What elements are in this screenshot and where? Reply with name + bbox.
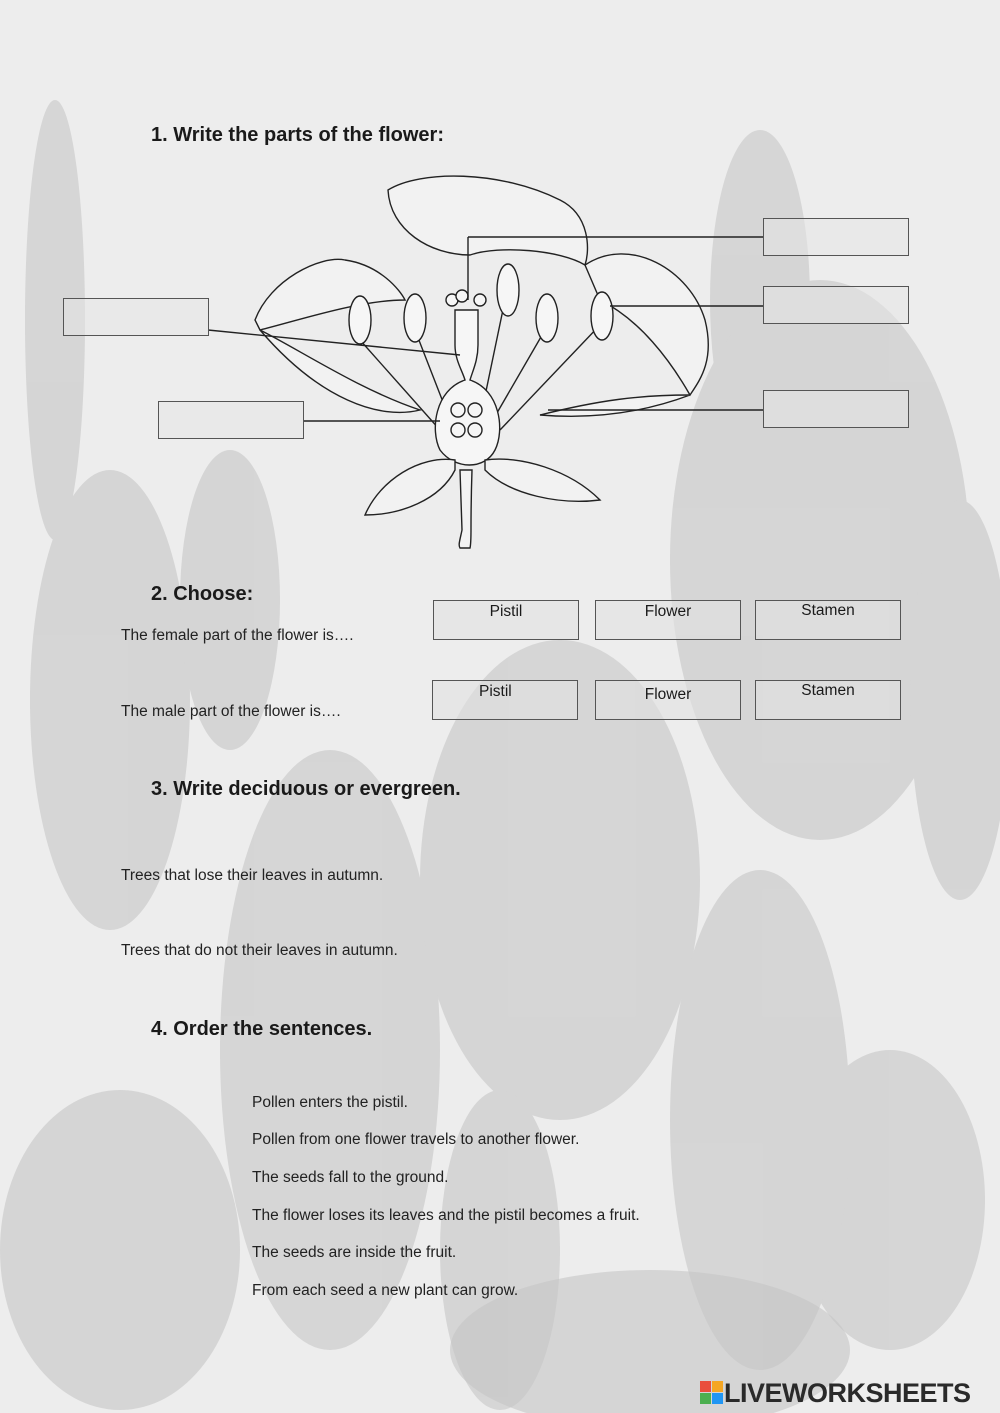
choose-sentence-2: The male part of the flower is…. <box>121 703 341 720</box>
choice-2-pistil[interactable]: Pistil <box>432 680 578 720</box>
order-sentence-2[interactable]: Pollen from one flower travels to another flower. <box>252 1131 580 1148</box>
choice-2-flower[interactable]: Flower <box>595 680 741 720</box>
deciduous-evergreen-item-1: Trees that lose their leaves in autumn. <box>121 867 384 884</box>
choice-1-pistil[interactable]: Pistil <box>433 600 579 640</box>
flower-part-answer-box-5[interactable] <box>158 401 304 439</box>
flower-part-answer-box-1[interactable] <box>763 218 909 256</box>
order-sentence-4[interactable]: The flower loses its leaves and the pistil becomes a fruit. <box>252 1207 640 1224</box>
deciduous-evergreen-item-2: Trees that do not their leaves in autumn. <box>121 942 398 959</box>
section-3-heading: 3. Write deciduous or evergreen. <box>151 778 461 800</box>
liveworksheets-logo <box>700 1378 971 1408</box>
section-2-heading: 2. Choose: <box>151 583 254 605</box>
order-sentence-3[interactable]: The seeds fall to the ground. <box>252 1169 449 1186</box>
liveworksheets-logo-icon <box>700 1379 724 1407</box>
order-sentence-6[interactable]: From each seed a new plant can grow. <box>252 1282 519 1299</box>
flower-part-answer-box-2[interactable] <box>763 286 909 324</box>
choice-1-flower[interactable]: Flower <box>595 600 741 640</box>
choice-2-stamen[interactable]: Stamen <box>755 680 901 720</box>
section-1-heading: 1. Write the parts of the flower: <box>151 124 444 146</box>
order-sentence-5[interactable]: The seeds are inside the fruit. <box>252 1244 457 1261</box>
order-sentence-1[interactable]: Pollen enters the pistil. <box>252 1094 408 1111</box>
choice-1-stamen[interactable]: Stamen <box>755 600 901 640</box>
liveworksheets-logo-text: LIVEWORKSHEETS <box>724 1377 971 1408</box>
flower-part-answer-box-3[interactable] <box>763 390 909 428</box>
choose-sentence-1: The female part of the flower is…. <box>121 627 354 644</box>
section-4-heading: 4. Order the sentences. <box>151 1018 373 1040</box>
flower-part-answer-box-4[interactable] <box>63 298 209 336</box>
